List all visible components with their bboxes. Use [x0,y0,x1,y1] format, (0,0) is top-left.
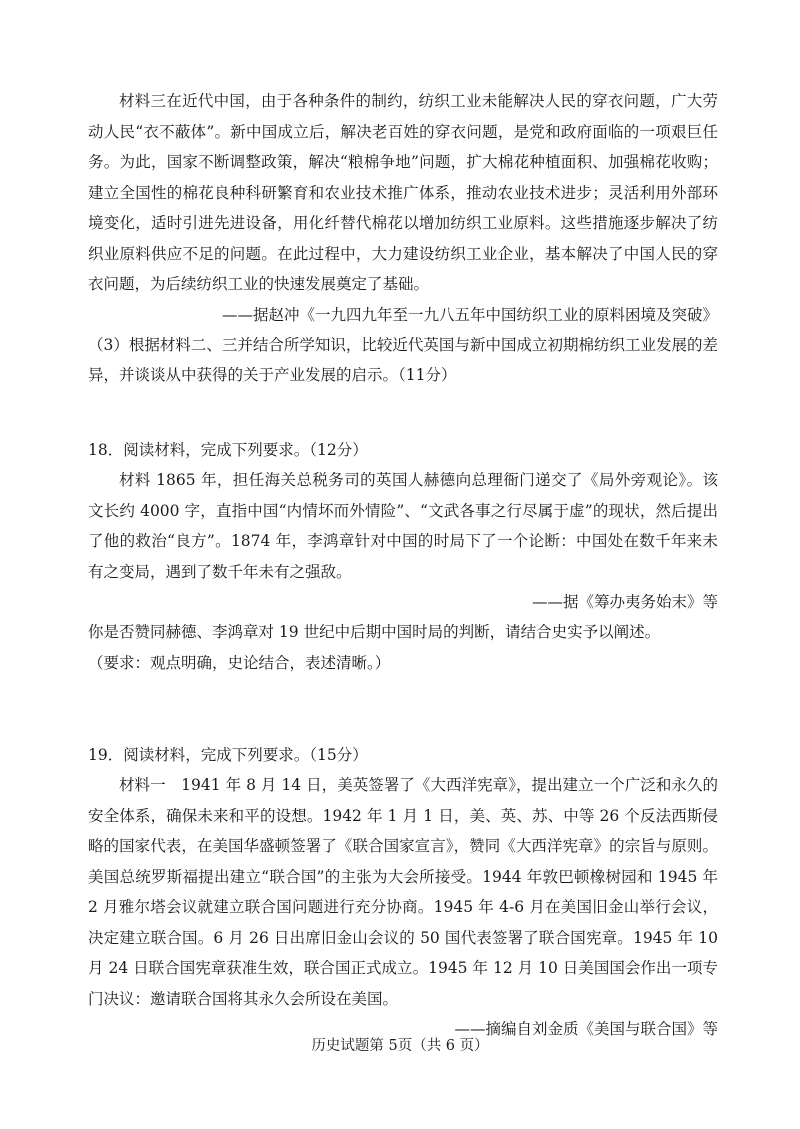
material-three-text: 材料三在近代中国，由于各种条件的制约，纺织工业未能解决人民的穿衣问题，广大劳动人民“衣不蔽体”。新中国成立后，解决老百姓的穿衣问题，是党和政府面临的一项艰巨任务。为此，国家不断调整政策，解决“粮棉争地”问题，扩大棉花种植面积、加强棉花收购；建立全国性的棉花良种科研繁育和农业技术推广体系，推动农业技术进步；灵活利用外部环境变化，适时引进先进设备，用化纤替代棉花以增加纺织工业原料。这些措施逐步解决了纺织业原料供应不足的问题。在此过程中，大力建设纺织工业企业，基本解决了中国人民的穿衣问题，为后续纺织工业的快速发展奠定了基础。 [88,92,718,293]
question-19-source: ——摘编自刘金质《美国与联合国》等 [454,1020,718,1038]
material-three-section [88,86,718,391]
question-18-prompt: 你是否赞同赫德、李鸿章对 19 世纪中后期中国时局的判断，请结合史实予以阐述。 [88,623,661,641]
question-18-material: 材料 1865 年，担任海关总税务司的英国人赫德向总理衙门递交了《局外旁观论》。该文长约 4000 字，直指中国“内情坏而外情险”、“文武各事之行尽属于虚”的现状，然后提出了他的救治“良方”。1874 年，李鸿章针对中国的时局下了一个论断：中国处在数千年来未有之变局，遇到了数千年未有之强敌。 [88,471,718,581]
question-18-section [88,435,718,678]
question-18-requirement: （要求：观点明确，史论结合，表述清晰。） [88,653,391,672]
question-19-heading: 19．阅读材料，完成下列要求。（15分） [88,746,368,764]
question-18-source: ——据《筹办夷务始末》等 [531,593,718,611]
question-18-heading: 18．阅读材料，完成下列要求。（12分） [88,441,368,459]
material-three-source: ——据赵冲《一九四九年至一九八五年中国纺织工业的原料困境及突破》 [221,305,718,324]
page-footer: 历史试题第 5页（共 6 页） [311,1038,489,1054]
question-3: （3）根据材料二、三并结合所学知识，比较近代英国与新中国成立初期棉纺织工业发展的差异，并谈谈从中获得的关于产业发展的启示。（11分） [88,335,718,384]
question-19-material-one: 材料一 1941 年 8 月 14 日，美英签署了《大西洋宪章》，提出建立一个广泛和永久的安全体系，确保未来和平的设想。1942 年 1 月 1 日，美、英、苏、中等 26 个反法西斯侵略的国家代表，在美国华盛顿签署了《联合国家宣言》，赞同《大西洋宪章》的宗旨与原则。美国总统罗斯福提出建立“联合国”的主张为大会所接受。1944 年敦巴顿橡树园和 1945 年 2 月雅尔塔会议就建立联合国问题进行充分协商。1945 年 4-6 月在美国旧金山举行会议，决定建立联合国。6 月 26 日出席旧金山会议的 50 国代表签署了联合国宪章。1945 年 10 月 24 日联合国宪章获准生效，联合国正式成立。1945 年 12 月 10 日美国国会作出一项专门决议：邀请联合国将其永久会所设在美国。 [88,776,718,1008]
question-19-section [88,740,718,1044]
